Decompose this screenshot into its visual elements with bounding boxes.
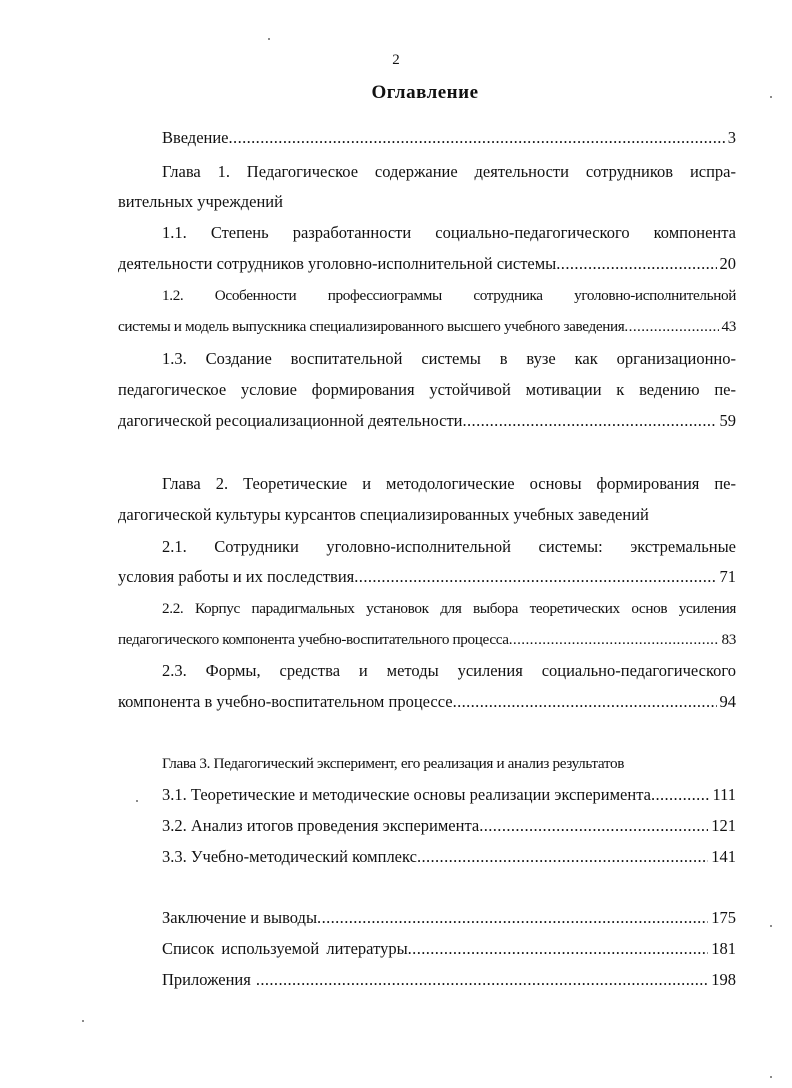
toc-entry-text: деятельности сотрудников уголовно-исполнительной системы <box>118 254 557 273</box>
toc-page-number: 198 <box>711 970 736 989</box>
toc-entry-references <box>162 938 736 960</box>
toc-entry-1-3-cont: педагогическое условие формирования устойчивой мотивации к ведению пе- <box>118 380 736 399</box>
toc-entry-1-2-cont <box>118 316 736 338</box>
toc-entry-1-1: 1.1. Степень разработанности социально-педагогического компонента <box>162 223 736 242</box>
toc-entry-text: педагогического компонента учебно-воспитательного процесса <box>118 631 509 648</box>
leader-dots <box>479 815 708 837</box>
toc-entry-text: 3.2. Анализ итогов проведения эксперимента <box>162 816 480 835</box>
toc-entry-3-3 <box>162 846 736 868</box>
toc-entry-3-1 <box>162 784 736 806</box>
chapter-2-heading-cont: дагогической культуры курсантов специализированных учебных заведений <box>118 505 649 524</box>
toc-entry-1-3-cont2 <box>118 410 736 432</box>
toc-entry-2-1-cont <box>118 566 736 588</box>
scan-speck <box>770 96 772 98</box>
toc-entry-2-2: 2.2. Корпус парадигмальных установок для выбора теоретических основ усиления <box>162 600 736 617</box>
toc-page-number: 83 <box>721 631 736 648</box>
scan-speck <box>268 38 270 40</box>
toc-entry-text: Заключение и выводы <box>162 908 318 927</box>
toc-entry-2-2-cont <box>118 629 736 651</box>
chapter-1-heading-cont: вительных учреждений <box>118 192 283 211</box>
toc-page-number: 121 <box>711 816 736 835</box>
toc-page-number: 175 <box>711 908 736 927</box>
toc-page-number: 181 <box>711 939 736 958</box>
toc-entry-text: Приложения <box>162 970 251 989</box>
page-number: 2 <box>392 52 400 68</box>
toc-entry-2-1: 2.1. Сотрудники уголовно-исполнительной системы: экстремальные <box>162 537 736 556</box>
toc-entry-text: условия работы и их последствия <box>118 567 355 586</box>
toc-entry-conclusion <box>162 907 736 929</box>
leader-dots <box>463 410 717 432</box>
toc-entry-1-2: 1.2. Особенности профессиограммы сотрудника уголовно-исполнительной <box>162 287 736 304</box>
leader-dots <box>556 253 716 275</box>
toc-entry-3-2 <box>162 815 736 837</box>
toc-page-number: 141 <box>711 847 736 866</box>
toc-page-number: 59 <box>719 411 736 430</box>
scan-speck <box>770 925 772 927</box>
leader-dots <box>354 566 716 588</box>
leader-dots <box>408 938 709 960</box>
chapter-1-heading: Глава 1. Педагогическое содержание деятельности сотрудников испра- <box>162 162 736 181</box>
toc-page-number: 20 <box>719 254 736 273</box>
toc-page-number: 111 <box>712 785 736 804</box>
leader-dots <box>509 629 719 651</box>
leader-dots <box>453 691 717 713</box>
scan-speck <box>770 1076 772 1078</box>
leader-dots <box>229 127 725 149</box>
leader-dots <box>624 316 718 338</box>
toc-entry-1-1-cont <box>118 253 736 275</box>
toc-entry-intro <box>162 127 736 149</box>
toc-entry-text: 3.3. Учебно-методический комплекс <box>162 847 417 866</box>
toc-entry-text: 3.1. Теоретические и методические основы реализации эксперимента <box>162 785 651 804</box>
leader-dots <box>651 784 710 806</box>
toc-entry-1-3: 1.3. Создание воспитательной системы в вузе как организационно- <box>162 349 736 368</box>
leader-dots <box>251 969 708 991</box>
toc-page-number: 43 <box>721 318 736 335</box>
toc-entry-2-3: 2.3. Формы, средства и методы усиления социально-педагогического <box>162 661 736 680</box>
toc-entry-text: Список используемой литературы <box>162 939 408 958</box>
scan-speck <box>82 1020 84 1022</box>
toc-entry-text: компонента в учебно-воспитательном процессе <box>118 692 453 711</box>
toc-entry-text: Введение <box>162 128 229 147</box>
toc-entry-text: системы и модель выпускника специализированного высшего учебного заведения <box>118 318 625 335</box>
toc-entry-text: дагогической ресоциализационной деятельности <box>118 411 463 430</box>
leader-dots <box>417 846 708 868</box>
toc-page-number: 3 <box>727 128 736 147</box>
chapter-2-heading: Глава 2. Теоретические и методологические основы формирования пе- <box>162 474 736 493</box>
toc-page-number: 94 <box>719 692 736 711</box>
toc-entry-2-3-cont <box>118 691 736 713</box>
toc-entry-appendix <box>162 969 736 991</box>
page-title: Оглавление <box>371 82 479 103</box>
leader-dots <box>317 907 708 929</box>
toc-page-number: 71 <box>719 567 736 586</box>
chapter-3-heading: Глава 3. Педагогический эксперимент, его реализация и анализ результатов <box>162 755 625 772</box>
scan-speck <box>136 800 138 802</box>
